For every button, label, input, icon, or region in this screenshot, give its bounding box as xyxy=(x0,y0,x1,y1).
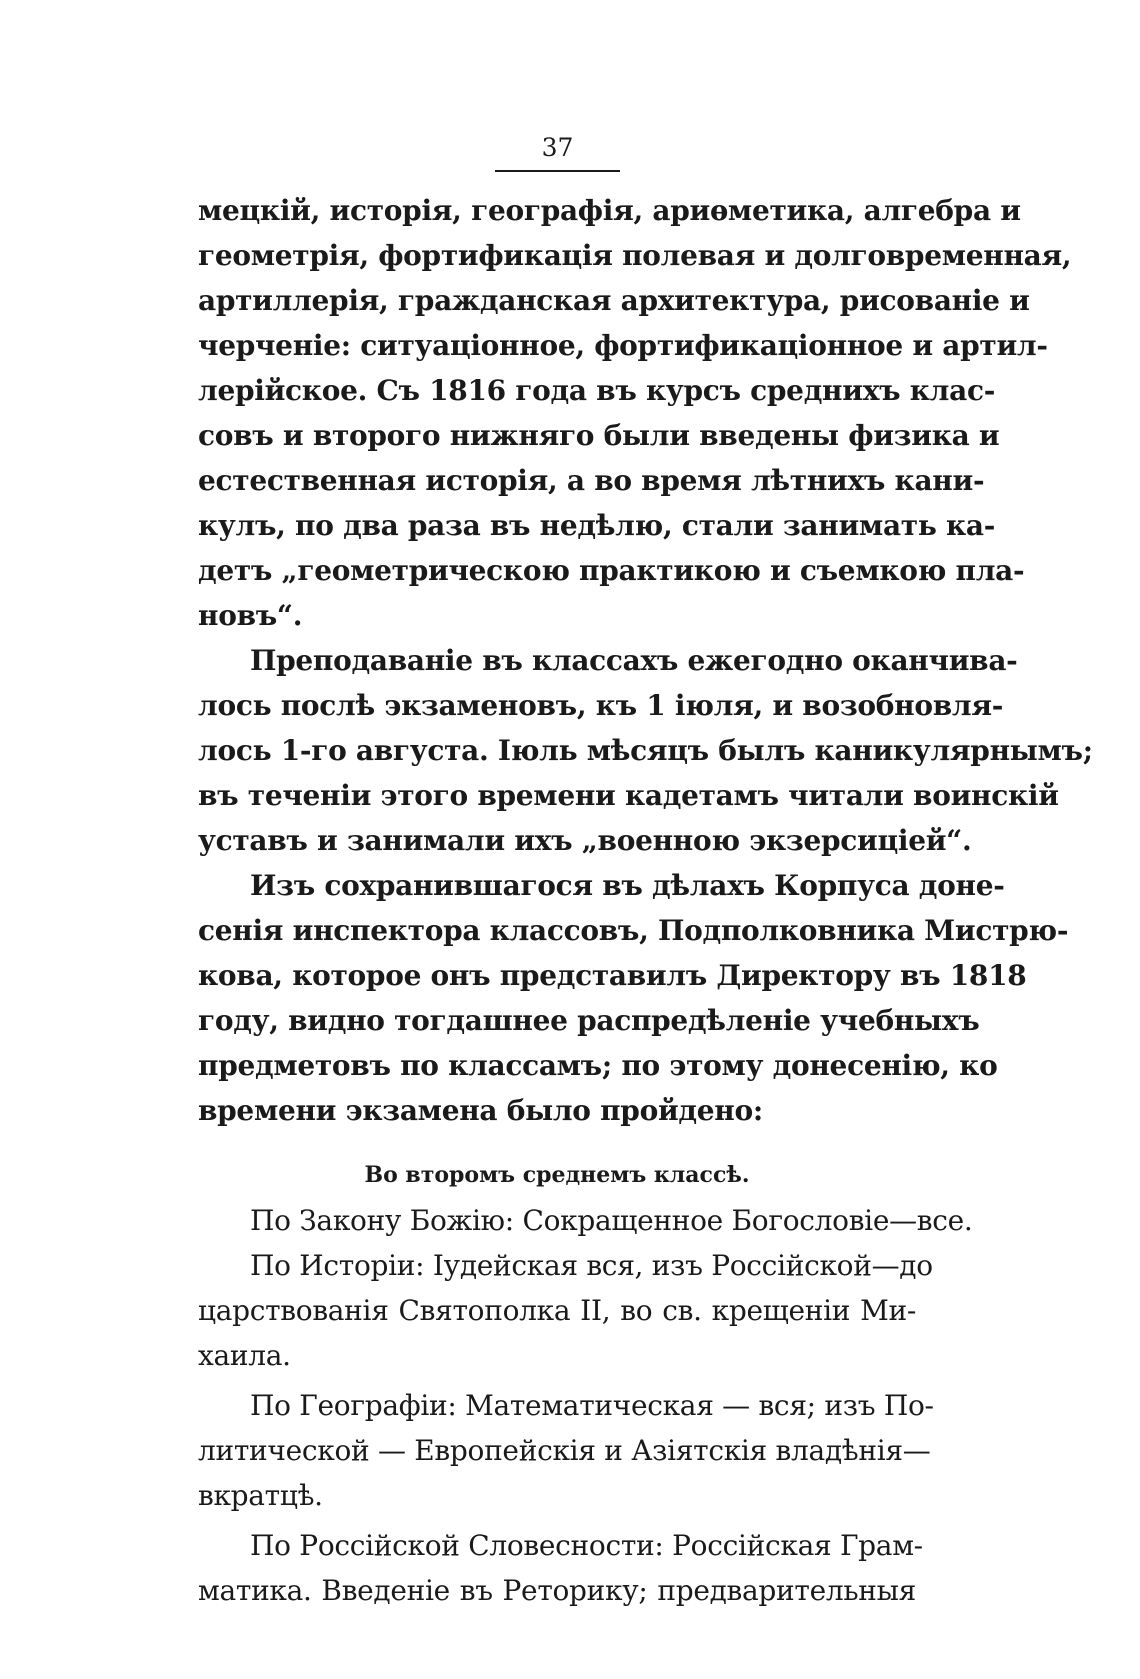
text-line: новъ“. xyxy=(198,599,303,632)
text-line: мецкій, исторія, географія, ариѳметика, алгебра и xyxy=(198,194,1021,227)
text-line: въ теченіи этого времени кадетамъ читали воинскій xyxy=(198,779,1059,812)
text-line: предметовъ по классамъ; по этому донесенію, ко xyxy=(198,1049,998,1082)
page-number: 37 xyxy=(541,133,574,162)
text-line: естественная исторія, а во время лѣтнихъ кани- xyxy=(198,464,985,497)
text-line: детъ „геометрическою практикою и съемкою пла- xyxy=(198,554,1025,587)
text-line: уставъ и занимали ихъ „военною экзерсиціей“. xyxy=(198,824,972,857)
text-line: матика. Введеніе въ Реторику; предварительныя xyxy=(198,1574,916,1607)
text-line: времени экзамена было пройдено: xyxy=(198,1094,763,1127)
text-line: лось 1-го августа. Іюль мѣсяцъ былъ каникулярнымъ; xyxy=(198,734,1093,767)
text-line: По Закону Божію: Сокращенное Богословіе—все. xyxy=(250,1204,973,1237)
text-line: кулъ, по два раза въ недѣлю, стали занимать ка- xyxy=(198,509,996,542)
text-line: лось послѣ экзаменовъ, къ 1 іюля, и возобновля- xyxy=(198,689,1004,722)
text-line: Изъ сохранившагося въ дѣлахъ Корпуса доне- xyxy=(250,869,1005,902)
text-line: царствованія Святополка II, во св. крещеніи Ми- xyxy=(198,1294,916,1327)
section-heading: Во второмъ среднемъ классѣ. xyxy=(364,1162,750,1188)
text-line: По Географіи: Математическая — вся; изъ По- xyxy=(250,1389,934,1422)
text-line: сенія инспектора классовъ, Подполковника Мистрю- xyxy=(198,914,1069,947)
text-line: По Россійской Словесности: Россійская Грам- xyxy=(250,1529,923,1562)
text-line: Преподаваніе въ классахъ ежегодно оканчива- xyxy=(250,644,1018,677)
text-line: геометрія, фортификація полевая и долговременная, xyxy=(198,239,1072,272)
text-line: совъ и второго нижняго были введены физика и xyxy=(198,419,1000,452)
text-line: литической — Европейскія и Азіятскія владѣнія— xyxy=(198,1434,931,1467)
text-line: По Исторіи: Іудейская вся, изъ Россійской—до xyxy=(250,1249,933,1282)
text-line: вкратцѣ. xyxy=(198,1479,323,1512)
text-line: артиллерія, гражданская архитектура, рисованіе и xyxy=(198,284,1030,317)
text-line: году, видно тогдашнее распредѣленіе учебныхъ xyxy=(198,1004,980,1037)
text-line: кова, которое онъ представилъ Директору въ 1818 xyxy=(198,959,1027,992)
text-line: лерійское. Съ 1816 года въ курсъ среднихъ клас- xyxy=(198,374,996,407)
text-line: хаила. xyxy=(198,1339,291,1372)
text-line: черченіе: ситуаціонное, фортификаціонное и артил- xyxy=(198,329,1048,362)
page-number-rule xyxy=(495,170,620,172)
